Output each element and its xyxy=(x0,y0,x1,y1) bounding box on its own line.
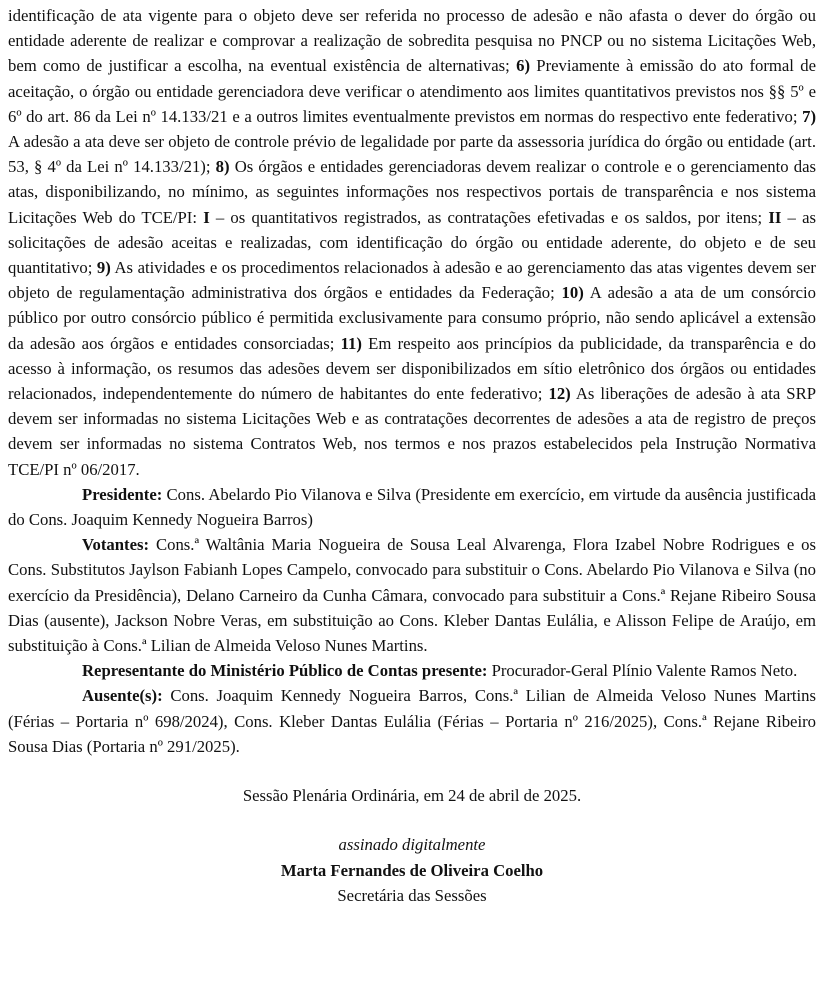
representante-label: Representante do Ministério Público de Contas presente: xyxy=(82,661,488,681)
votantes-label: Votantes: xyxy=(82,535,150,555)
paragraph-segment: – as solicitações de adesão aceitas e realizadas, com identificação do órgão ou entidade aderente, do objeto e de seu quantitativo; xyxy=(8,207,816,278)
item-number: 10) xyxy=(561,283,584,303)
item-number: 11) xyxy=(340,333,362,353)
item-number: 12) xyxy=(548,384,571,404)
paragraph-segment: A adesão a ata de um consórcio público por outro consórcio público é permitida exclusivamente para consumo próprio, não sendo aplicável a extensão da adesão aos órgãos e entidades consorciadas; xyxy=(8,283,816,353)
paragraph-segment: As liberações de adesão à ata SRP devem ser informadas no sistema Licitações Web e as contratações decorrentes de adesões a ata de registro de preços devem ser informadas no sistema Contratos Web, nos termos e nos prazos estabelecidos pela Instrução Normativa TCE/PI nº 06/2017. xyxy=(8,384,816,479)
paragraph-segment: Previamente à emissão do ato formal de aceitação, o órgão ou entidade gerenciadora deve verificar o atendimento aos limites quantitativos previstos nos §§ 5º e 6º do art. 86 da Lei nº 14.133/21 e a outros limites eventualmente previstos em normas do respectivo ente federativo; xyxy=(8,56,816,126)
item-number: II xyxy=(768,207,782,227)
paragraph-segment: – os quantitativos registrados, as contratações efetivadas e os saldos, por itens; xyxy=(209,207,769,227)
signature-note: assinado digitalmente xyxy=(338,835,486,855)
presidente-label: Presidente: xyxy=(82,484,163,504)
signatory-role: Secretária das Sessões xyxy=(337,885,487,905)
presidente-text: Cons. Abelardo Pio Vilanova e Silva (Presidente em exercício, em virtude da ausência justificada do Cons. Joaquim Kennedy Nogueira Barros) xyxy=(8,484,816,530)
document-page xyxy=(8,3,816,908)
votantes-text: Cons.ª Waltânia Maria Nogueira de Sousa Leal Alvarenga, Flora Izabel Nobre Rodrigues e os Cons. Substitutos Jaylson Fabianh Lopes Campelo, convocado para substituir o Cons. Abelardo Pio Vilanova e Silva (no exercício da Presidência), Delano Carneiro da Cunha Câmara, convocado para substituir a Cons.ª Rejane Ribeiro Sousa Dias (ausente), Jackson Nobre Veras, em substituição ao Cons. Kleber Dantas Eulália, e Alisson Felipe de Araújo, em substituição à Cons.ª Lilian de Almeida Veloso Nunes Martins. xyxy=(8,535,816,656)
item-number: 6) xyxy=(516,56,530,76)
votantes-paragraph xyxy=(8,532,816,658)
paragraph-segment: identificação de ata vigente para o objeto deve ser referida no processo de adesão e não afasta o dever do órgão ou entidade aderente de realizar e comprovar a realização de sobredita pesquisa no PNCP ou no sistema Licitações Web, bem como de justificar a escolha, na eventual existência de alternativas; xyxy=(8,6,816,76)
decision-paragraph xyxy=(8,3,816,482)
ausentes-text: Cons. Joaquim Kennedy Nogueira Barros, Cons.ª Lilian de Almeida Veloso Nunes Martins (Férias – Portaria nº 698/2024), Cons. Kleber Dantas Eulália (Férias – Portaria nº 216/2025), Cons.ª Rejane Ribeiro Sousa Dias (Portaria nº 291/2025). xyxy=(8,686,816,756)
representante-text: Procurador-Geral Plínio Valente Ramos Neto. xyxy=(487,661,798,681)
paragraph-segment: A adesão a ata deve ser objeto de controle prévio de legalidade por parte da assessoria jurídica do órgão ou entidade (art. 53, § 4º da Lei nº 14.133/21); xyxy=(8,132,816,177)
paragraph-segment: Os órgãos e entidades gerenciadoras devem realizar o controle e o gerenciamento das atas, disponibilizando, no mínimo, as seguintes informações nos respectivos portais de transparência e nos sistema Licitações Web do TCE/PI: xyxy=(8,157,816,227)
item-number: 7) xyxy=(802,106,816,126)
ausentes-paragraph xyxy=(8,683,816,759)
ausentes-label: Ausente(s): xyxy=(82,686,163,706)
item-number: 9) xyxy=(96,258,111,278)
signatory-name xyxy=(8,858,816,883)
item-number: 8) xyxy=(215,157,230,177)
paragraph-segment: As atividades e os procedimentos relacionados à adesão e ao gerenciamento das atas vigentes devem ser objeto de regulamentação administrativa dos órgãos e entidades da Federação; xyxy=(8,258,816,303)
presidente-paragraph xyxy=(8,482,816,532)
representante-paragraph xyxy=(8,658,816,683)
item-number: I xyxy=(203,207,210,227)
paragraph-segment: Em respeito aos princípios da publicidade, da transparência e do acesso à informação, os resumos das adesões devem ser disponibilizados em sítio eletrônico dos órgãos ou entidades relacionados, independentemente do número de habitantes do ente federativo; xyxy=(8,333,816,404)
session-line: Sessão Plenária Ordinária, em 24 de abril de 2025. xyxy=(242,786,582,806)
signatory-name-text: Marta Fernandes de Oliveira Coelho xyxy=(280,860,544,880)
